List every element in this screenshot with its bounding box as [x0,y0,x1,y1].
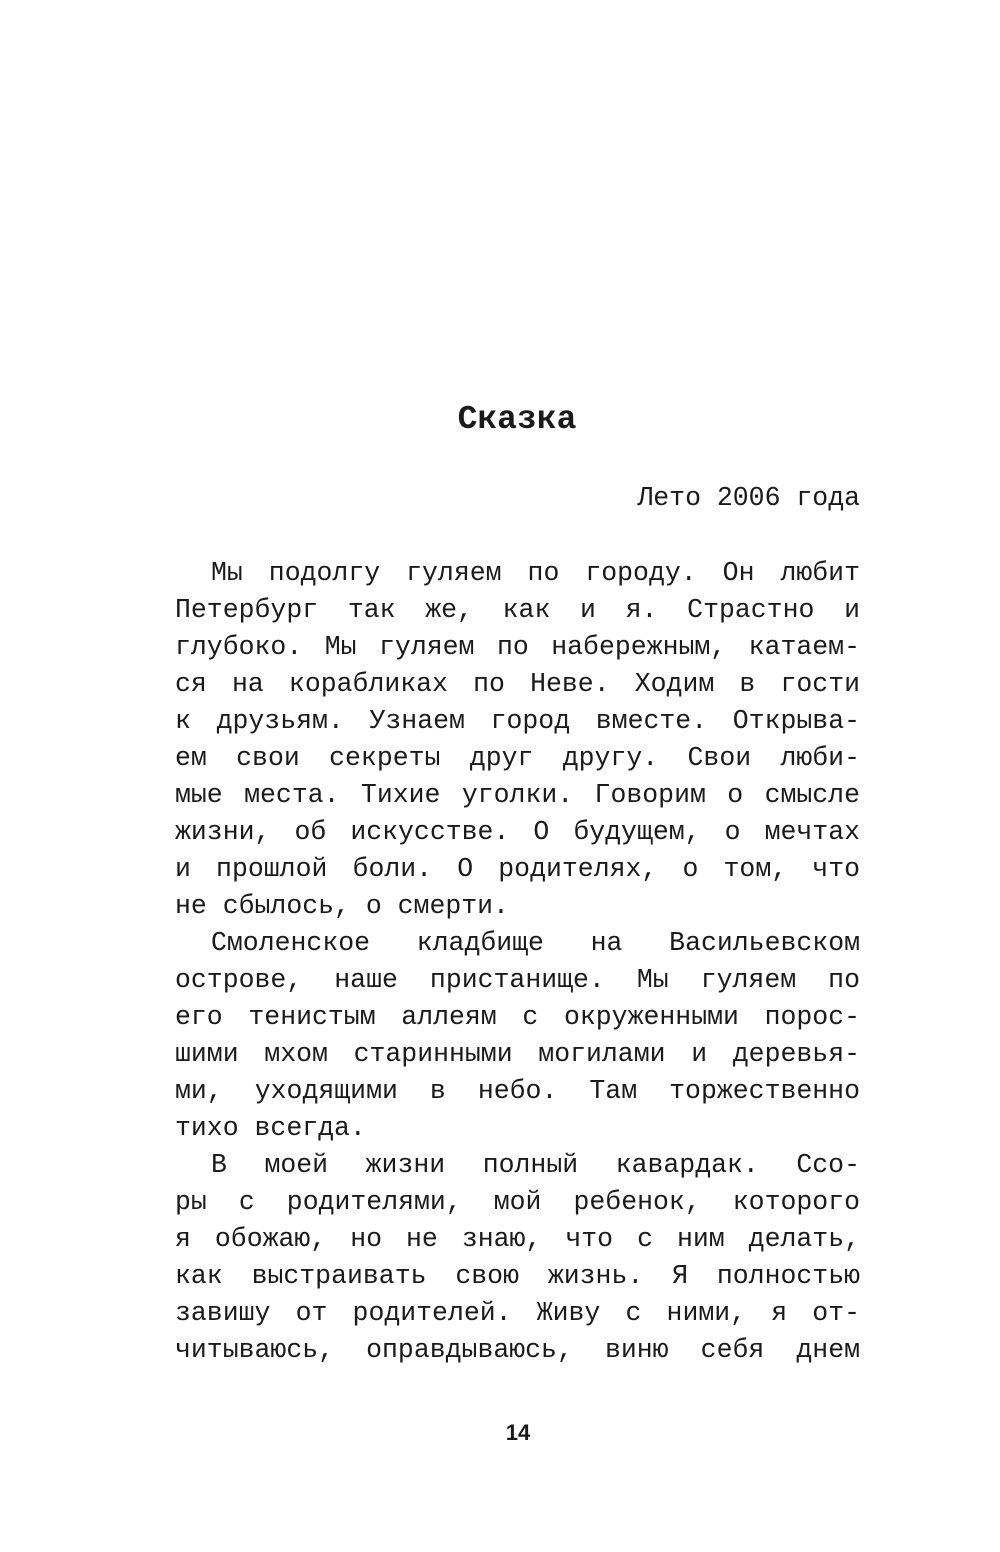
text-line: к друзьям. Узнаем город вместе. Открыва- [175,706,860,736]
page-number: 14 [505,1420,531,1445]
text-line: Мы подолгу гуляем по городу. Он любит [211,558,860,588]
text-line: ры с родителями, мой ребенок, которого [175,1187,860,1217]
text-line: завишу от родителей. Живу с ними, я от- [175,1298,860,1328]
text-line: не сбылось, о смерти. [175,891,509,921]
text-line: глубоко. Мы гуляем по набережным, катаем- [175,632,860,662]
text-line: как выстраивать свою жизнь. Я полностью [175,1261,860,1291]
chapter-title: Сказка [457,401,577,438]
text-line: В моей жизни полный кавардак. Ссо- [211,1150,860,1180]
text-line: мые места. Тихие уголки. Говорим о смысле [175,780,860,810]
text-line: Смоленское кладбище на Васильевском [211,928,860,958]
text-line: жизни, об искусстве. О будущем, о мечтах [175,817,860,847]
text-line: острове, наше пристанище. Мы гуляем по [175,965,860,995]
text-line: шими мхом старинными могилами и деревья- [175,1039,860,1069]
chapter-date: Лето 2006 года [637,483,860,513]
text-line: я обожаю, но не знаю, что с ним делать, [175,1224,860,1254]
text-line: ем свои секреты друг другу. Свои люби- [175,743,860,773]
text-line: ми, уходящими в небо. Там торжественно [175,1076,860,1106]
text-line: читываюсь, оправдываюсь, виню себя днем [175,1335,860,1365]
text-line: и прошлой боли. О родителях, о том, что [175,854,860,884]
text-line: ся на корабликах по Неве. Ходим в гости [175,669,860,699]
text-line: его тенистым аллеям с окруженными порос- [175,1002,860,1032]
text-line: Петербург так же, как и я. Страстно и [175,595,860,625]
body-text [175,555,860,1369]
text-line: тихо всегда. [175,1113,366,1143]
